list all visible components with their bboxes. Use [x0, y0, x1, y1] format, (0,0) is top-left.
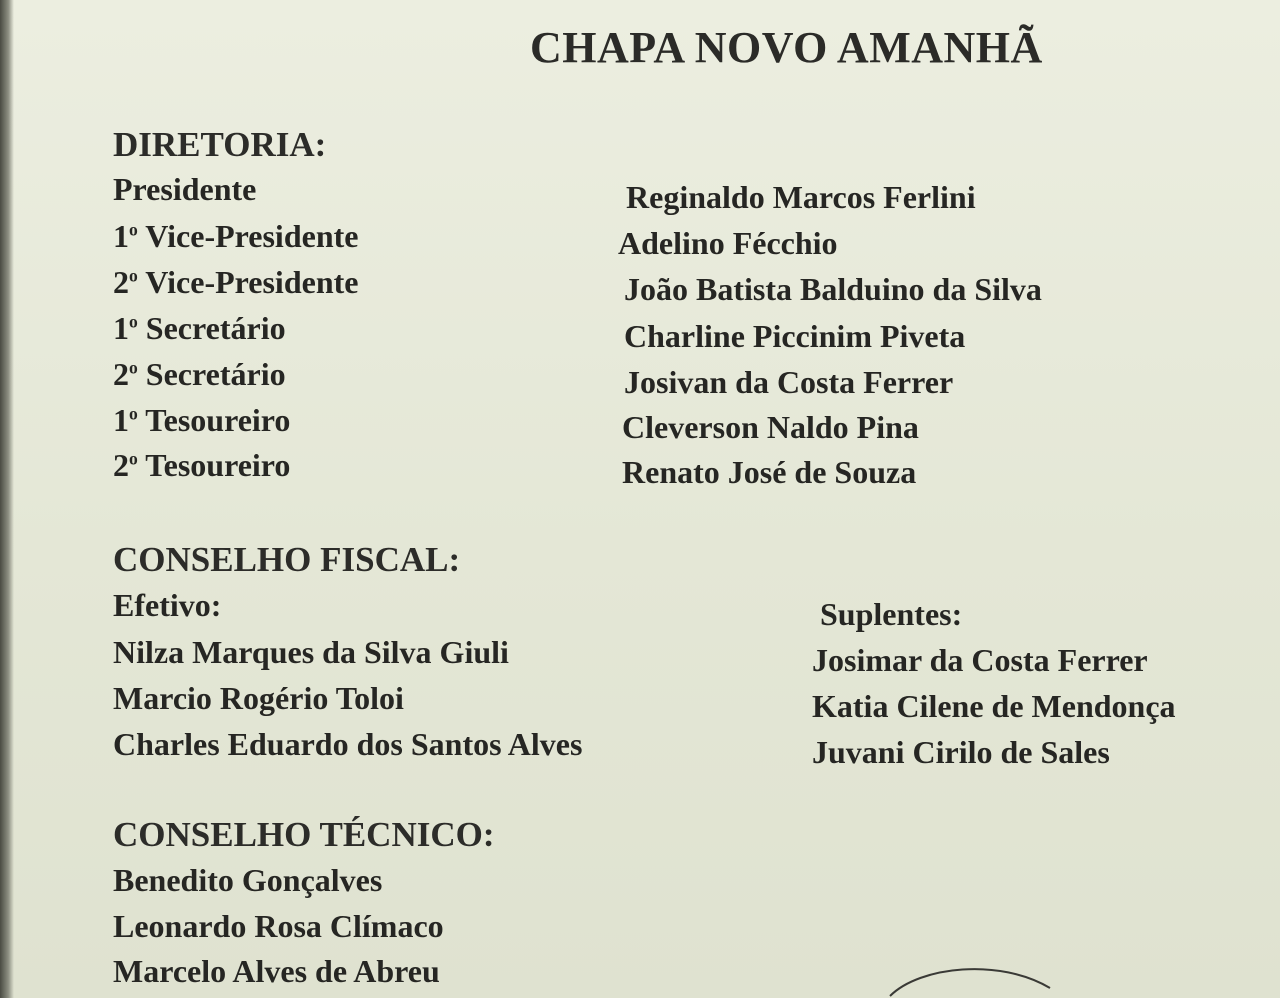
role-1-tesoureiro	[113, 402, 290, 439]
member-name: Cleverson Naldo Pina	[622, 409, 919, 445]
role-number: 2	[113, 264, 129, 300]
role-number: 2	[113, 356, 129, 392]
role-label: Presidente	[113, 171, 257, 207]
tecnico-member: Leonardo Rosa Clímaco	[113, 908, 444, 944]
section-heading-diretoria: DIRETORIA:	[113, 125, 327, 164]
role-label: Tesoureiro	[145, 402, 291, 438]
suplente-member: Josimar da Costa Ferrer	[812, 642, 1148, 678]
role-number: 2	[113, 447, 129, 483]
suplente-member: Juvani Cirilo de Sales	[812, 734, 1110, 770]
member-name: Reginaldo Marcos Ferlini	[626, 179, 976, 215]
role-1-vice-presidente	[113, 218, 358, 255]
efetivo-label: Efetivo:	[113, 587, 222, 623]
member-name: Adelino Fécchio	[618, 225, 838, 261]
section-heading-conselho-fiscal: CONSELHO FISCAL:	[113, 540, 461, 579]
document-title: CHAPA NOVO AMANHÃ	[530, 23, 1043, 72]
role-label: Tesoureiro	[145, 447, 291, 483]
suplente-member: Katia Cilene de Mendonça	[812, 688, 1176, 724]
role-label: Secretário	[145, 310, 286, 346]
suplentes-label: Suplentes:	[820, 596, 963, 632]
signature-scribble	[880, 958, 1080, 998]
tecnico-member: Benedito Gonçalves	[113, 862, 383, 898]
ordinal-mark: o	[129, 219, 138, 240]
role-number: 1	[113, 310, 129, 346]
ordinal-mark: o	[129, 448, 138, 469]
role-number: 1	[113, 402, 129, 438]
role-2-secretario	[113, 356, 286, 393]
role-label: Vice-Presidente	[145, 264, 359, 300]
role-presidente	[113, 171, 256, 208]
role-label: Vice-Presidente	[145, 218, 359, 254]
efetivo-member: Charles Eduardo dos Santos Alves	[113, 726, 583, 762]
member-name: Charline Piccinim Piveta	[624, 318, 966, 354]
ordinal-mark: o	[129, 357, 138, 378]
member-name: Josivan da Costa Ferrer	[624, 364, 954, 400]
ordinal-mark: o	[129, 311, 138, 332]
role-2-tesoureiro	[113, 447, 290, 484]
member-name: João Batista Balduino da Silva	[624, 271, 1042, 307]
member-name: Renato José de Souza	[622, 454, 917, 490]
page-shadow-edge	[0, 0, 14, 998]
tecnico-member: Marcelo Alves de Abreu	[113, 953, 440, 989]
ordinal-mark: o	[129, 265, 138, 286]
role-label: Secretário	[145, 356, 286, 392]
section-heading-conselho-tecnico: CONSELHO TÉCNICO:	[113, 815, 495, 854]
role-1-secretario	[113, 310, 286, 347]
role-number: 1	[113, 218, 129, 254]
role-2-vice-presidente	[113, 264, 358, 301]
efetivo-member: Nilza Marques da Silva Giuli	[113, 634, 509, 670]
efetivo-member: Marcio Rogério Toloi	[113, 680, 404, 716]
ordinal-mark: o	[129, 403, 138, 424]
